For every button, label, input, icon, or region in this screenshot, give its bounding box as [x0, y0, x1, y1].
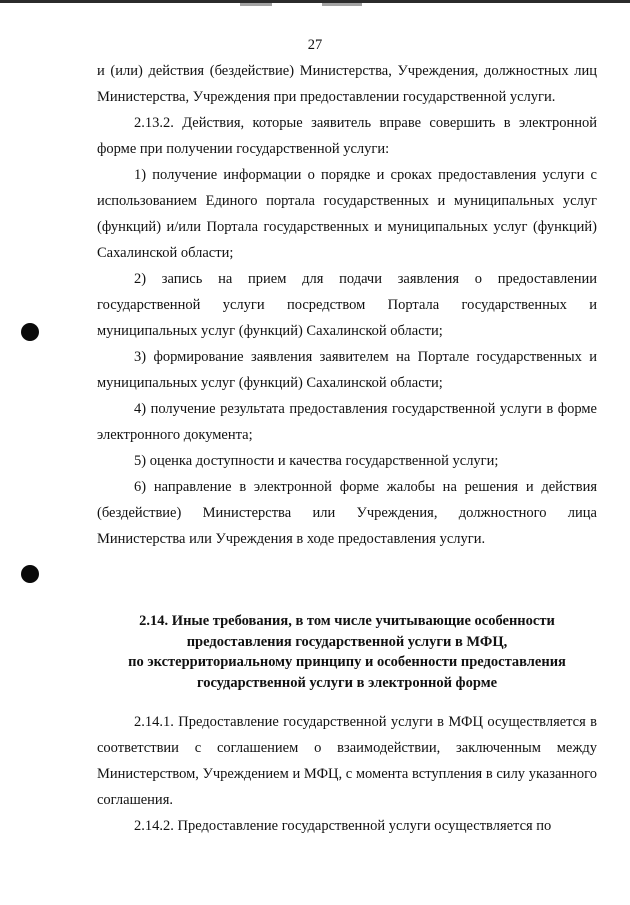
- list-item: 5) оценка доступности и качества государственной услуги;: [134, 453, 499, 469]
- list-item: 3) формирование заявления заявителем на Портале государственных и муниципальных услуг (функций) Сахалинской области;: [97, 349, 597, 391]
- punch-hole: [21, 323, 39, 341]
- paragraph: и (или) действия (бездействие) Министерства, Учреждения, должностных лиц Министерства, Учреждения при предоставлении государственной услуги.: [97, 63, 597, 105]
- body-text-lower: [97, 709, 597, 839]
- paragraph: 2.14.2. Предоставление государственной услуги осуществляется по: [134, 818, 552, 834]
- section-heading-line: 2.14. Иные требования, в том числе учитывающие особенности: [139, 613, 555, 629]
- page-number: 27: [307, 37, 323, 53]
- scan-artifact: [322, 3, 362, 6]
- body-text-upper: [97, 58, 597, 552]
- section-heading-line: по экстерриториальному принципу и особенности предоставления: [128, 654, 566, 670]
- scan-artifact: [240, 3, 272, 6]
- paragraph: 2.13.2. Действия, которые заявитель вправе совершить в электронной форме при получении государственной услуги:: [97, 115, 597, 157]
- list-item: 2) запись на прием для подачи заявления о предоставлении государственной услуги посредством Портала государственных и муниципальных услуг (функций) Сахалинской области;: [97, 271, 597, 339]
- list-item: 1) получение информации о порядке и сроках предоставления услуги с использованием Единого портала государственных и муниципальных услуг (функций) и/или Портала государственных и муниципальных услуг (функций) Сахалинской области;: [97, 167, 597, 261]
- section-heading-line: государственной услуги в электронной форме: [196, 674, 498, 691]
- section-heading-line: предоставления государственной услуги в МФЦ,: [186, 633, 508, 650]
- scan-top-edge: [0, 0, 630, 3]
- list-item: 4) получение результата предоставления государственной услуги в форме электронного документа;: [97, 401, 597, 443]
- paragraph: 2.14.1. Предоставление государственной услуги в МФЦ осуществляется в соответствии с соглашением о взаимодействии, заключенным между Министерством, Учреждением и МФЦ, с момента вступления в силу указанного соглашения.: [97, 714, 597, 808]
- section-heading: [97, 611, 597, 693]
- punch-hole: [21, 565, 39, 583]
- list-item: 6) направление в электронной форме жалобы на решения и действия (бездействие) Министерства или Учреждения, должностного лица Министерства или Учреждения в ходе предоставления услуги.: [97, 479, 597, 547]
